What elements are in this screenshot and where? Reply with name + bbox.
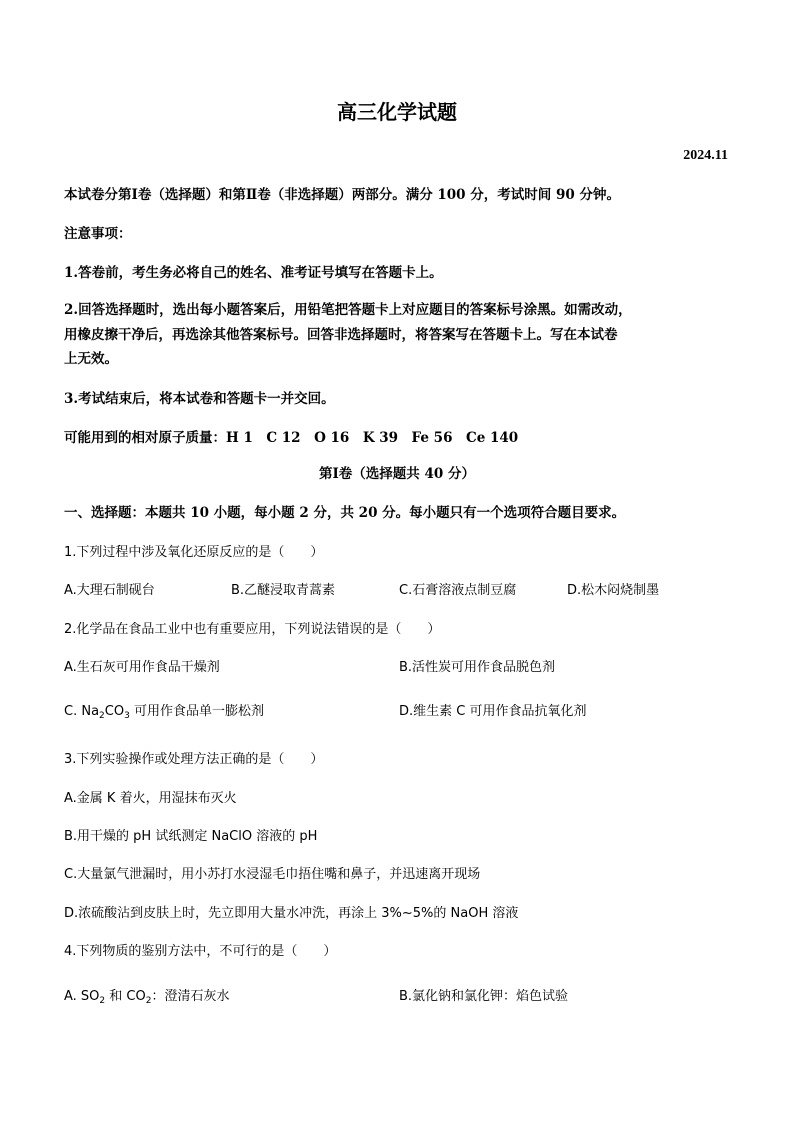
question-3-option-a: A.金属 K 着火，用湿抹布灭火	[64, 791, 237, 806]
atomic-masses: 可能用到的相对原子质量：H 1 C 12 O 16 K 39 Fe 56 Ce 140	[64, 430, 519, 446]
note-item-2-line-3: 上无效。	[64, 351, 118, 367]
question-3-option-c: C.大量氯气泄漏时，用小苏打水浸湿毛巾捂住嘴和鼻子，并迅速离开现场	[64, 867, 481, 882]
formula-subscript: 2	[145, 996, 152, 1006]
exam-date: 2024.11	[683, 148, 728, 163]
question-2-option-b: B.活性炭可用作食品脱色剂	[399, 660, 556, 675]
question-3-stem: 3.下列实验操作或处理方法正确的是（ ）	[64, 752, 324, 767]
question-3-option-d: D.浓硫酸沾到皮肤上时，先立即用大量水冲洗，再涂上 3%~5%的 NaOH 溶液	[64, 906, 519, 921]
formula-text: CO	[104, 704, 125, 719]
question-2-stem: 2.化学品在食品工业中也有重要应用，下列说法错误的是（ ）	[64, 622, 441, 637]
question-4-stem: 4.下列物质的鉴别方法中，不可行的是（ ）	[64, 944, 337, 959]
formula-subscript: 2	[99, 711, 105, 721]
question-1-option-c: C.石膏溶液点制豆腐	[399, 583, 517, 598]
notes-heading: 注意事项：	[64, 226, 132, 242]
note-item-1: 1.答卷前，考生务必将自己的姓名、准考证号填写在答题卡上。	[64, 265, 443, 281]
question-4-option-b: B.氯化钠和氯化钾：焰色试验	[399, 989, 569, 1004]
section-title: 第Ⅰ卷（选择题共 40 分）	[318, 466, 475, 482]
section-instruction: 一、选择题：本题共 10 小题，每小题 2 分，共 20 分。每小题只有一个选项符合题目要求。	[64, 505, 626, 521]
question-1-option-b: B.乙醚浸取青蒿素	[231, 583, 336, 598]
formula-subscript: 2	[99, 996, 106, 1006]
formula-text: 和 CO	[105, 989, 146, 1004]
formula-subscript: 3	[124, 711, 130, 721]
question-1-stem: 1.下列过程中涉及氧化还原反应的是（ ）	[64, 545, 324, 560]
formula-text: C. Na	[64, 704, 100, 719]
note-item-2-line-2: 用橡皮擦干净后，再选涂其他答案标号。回答非选择题时，将答案写在答题卡上。写在本试卷	[64, 327, 618, 343]
note-item-2-line-1: 2.回答选择题时，选出每小题答案后，用铅笔把答题卡上对应题目的答案标号涂黑。如需改动，	[64, 302, 632, 318]
question-1-option-d: D.松木闷烧制墨	[567, 583, 660, 598]
question-1-option-a: A.大理石制砚台	[64, 583, 155, 598]
formula-text: A. SO	[64, 989, 100, 1004]
question-4-option-a	[64, 985, 229, 1006]
question-2-option-d: D.维生素 C 可用作食品抗氧化剂	[399, 704, 587, 719]
question-2-option-a: A.生石灰可用作食品干燥剂	[64, 660, 220, 675]
option-text: 可用作食品单一膨松剂	[129, 704, 264, 719]
option-text: ：澄清石灰水	[151, 989, 230, 1004]
question-3-option-b: B.用干燥的 pH 试纸测定 NaClO 溶液的 pH	[64, 829, 318, 844]
intro-text: 本试卷分第Ⅰ卷（选择题）和第Ⅱ卷（非选择题）两部分。满分 100 分，考试时间 90 分钟。	[64, 187, 620, 203]
question-2-option-c	[64, 700, 264, 721]
note-item-3: 3.考试结束后，将本试卷和答题卡一并交回。	[64, 391, 335, 407]
exam-title: 高三化学试题	[337, 100, 457, 124]
